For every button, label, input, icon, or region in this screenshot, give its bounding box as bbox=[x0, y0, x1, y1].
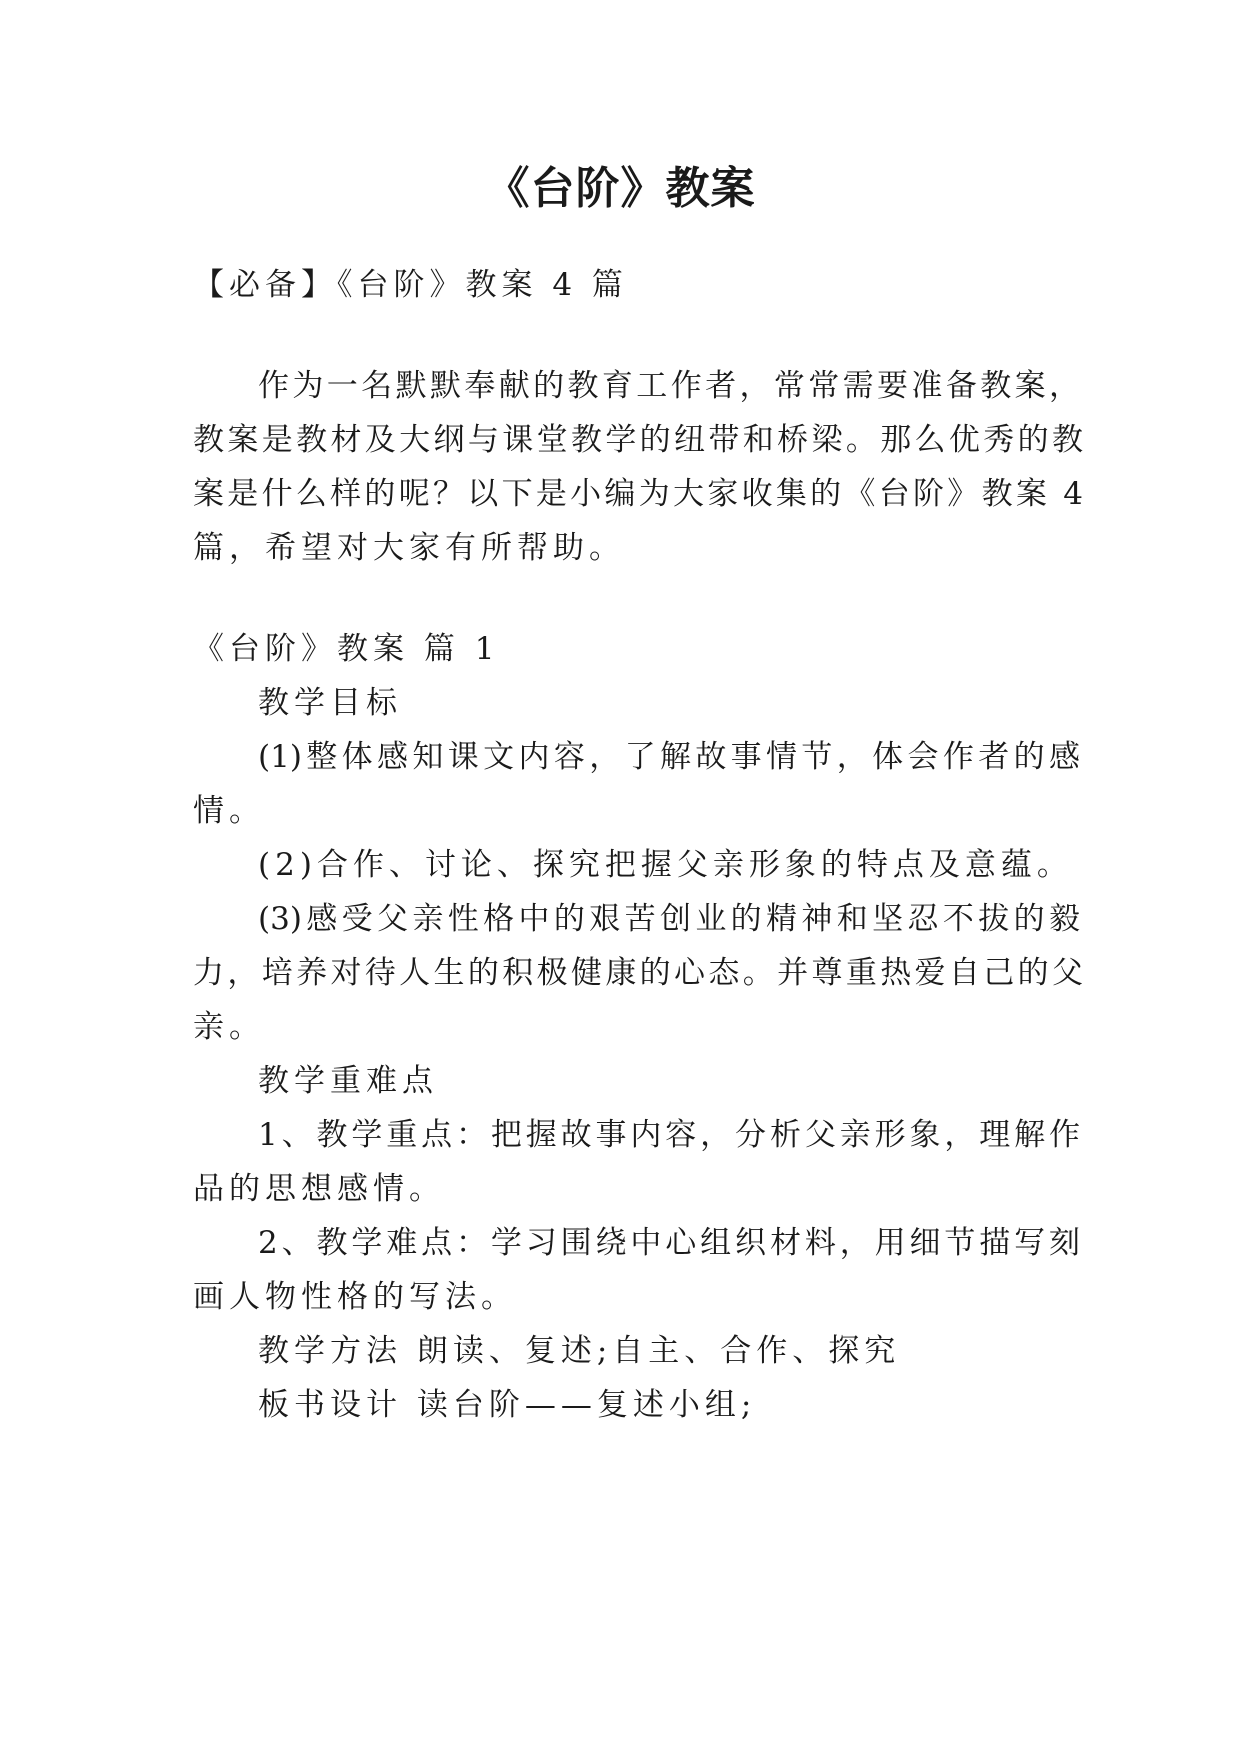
objectives-heading: 教学目标 bbox=[258, 685, 402, 721]
objective-line: (2)合作、讨论、探究把握父亲形象的特点及意蕴。 bbox=[258, 847, 1073, 883]
document-subtitle: 【必备】《台阶》教案 4 篇 bbox=[193, 267, 628, 303]
objective-line: (1)整体感知课文内容，了解故事情节，体会作者的感 bbox=[258, 739, 1080, 775]
objective-line: (3)感受父亲性格中的艰苦创业的精神和坚忍不拔的毅 bbox=[258, 901, 1080, 937]
intro-line: 作为一名默默奉献的教育工作者，常常需要准备教案， bbox=[258, 368, 1080, 404]
key-points-heading: 教学重难点 bbox=[258, 1063, 438, 1099]
intro-line: 案是什么样的呢？以下是小编为大家收集的《台阶》教案 4 bbox=[193, 476, 1083, 512]
objective-line: 力，培养对待人生的积极健康的心态。并尊重热爱自己的父 bbox=[193, 955, 1083, 991]
section-heading: 《台阶》教案 篇 1 bbox=[193, 631, 500, 667]
page-title: 《台阶》教案 bbox=[485, 163, 756, 214]
key-point-line: 2、教学难点：学习围绕中心组织材料，用细节描写刻 bbox=[258, 1225, 1080, 1261]
key-point-line: 品的思想感情。 bbox=[193, 1171, 445, 1207]
key-point-line: 1、教学重点：把握故事内容，分析父亲形象，理解作 bbox=[258, 1117, 1080, 1153]
intro-line: 教案是教材及大纲与课堂教学的纽带和桥梁。那么优秀的教 bbox=[193, 422, 1083, 458]
intro-line: 篇，希望对大家有所帮助。 bbox=[193, 530, 625, 566]
key-point-line: 画人物性格的写法。 bbox=[193, 1279, 517, 1315]
board-design: 板书设计 读台阶——复述小组; bbox=[258, 1387, 757, 1423]
objective-line: 亲。 bbox=[193, 1009, 265, 1045]
teaching-method: 教学方法 朗读、复述;自主、合作、探究 bbox=[258, 1333, 901, 1369]
objective-line: 情。 bbox=[193, 793, 265, 829]
